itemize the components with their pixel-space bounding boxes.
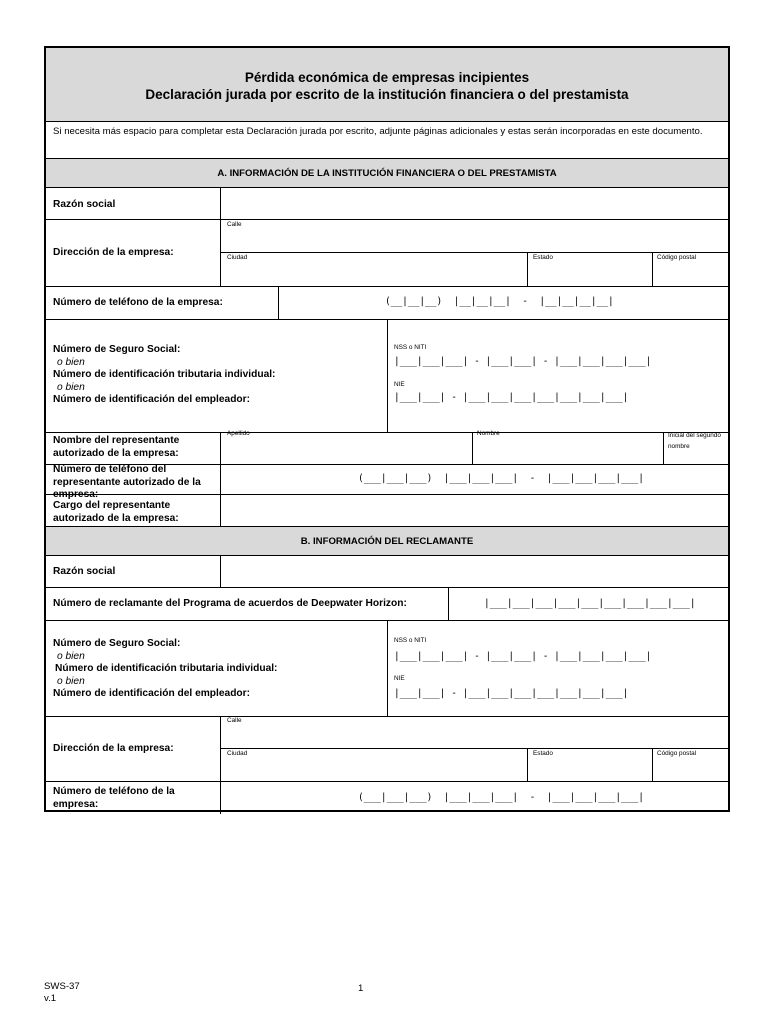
a-zip-caption: Código postal [657,254,697,261]
b-state-caption: Estado [533,750,553,757]
b-phone-label: Número de teléfono de la empresa: [53,786,175,810]
b-business-name-label: Razón social [53,566,116,577]
a-ein-caption: NIE [394,381,405,388]
b-id-labels [53,638,383,701]
b-state-field[interactable] [528,749,652,781]
a-ssn-label: Número de Seguro Social: [53,344,181,355]
a-rep-first-name-field[interactable] [473,433,663,464]
intro-text: Si necesita más espacio para completar esta Declaración jurada por escrito, adjunte páginas adicionales y estas serán incorporadas en este documento. [53,126,703,137]
b-itin-label: Número de identificación tributaria individual: [55,663,278,674]
footer-form-code [44,981,80,1005]
a-ein-field[interactable]: |___|___| - |___|___|___|___|___|___|___| [394,392,629,403]
a-phone-field[interactable]: (__|__|__) |__|__|__| - |__|__|__|__| [385,296,614,307]
form-code: SWS-37 [44,981,80,992]
b-ein-label: Número de identificación del empleador: [53,688,250,699]
a-id-labels [53,344,383,407]
a-rep-phone-label-box [53,464,217,500]
a-ssn-field[interactable]: |___|___|___| - |___|___| - |___|___|___|___| [394,356,652,367]
page-number: 1 [358,983,364,994]
b-claimant-number-label: Número de reclamante del Programa de acuerdos de Deepwater Horizon: [53,598,407,609]
b-claimant-number-field[interactable]: |___|___|___|___|___|___|___|___|___| [484,598,696,609]
b-ssn-caption: NSS o NITI [394,637,427,644]
form-title-line2: Declaración jurada por escrito de la institución financiera o del prestamista [145,87,629,102]
b-or-1: o bien [57,650,85,662]
b-or-2: o bien [57,675,85,687]
b-zip-caption: Código postal [657,750,697,757]
a-street-field[interactable] [221,220,728,252]
b-zip-field[interactable] [653,749,728,781]
a-address-label: Dirección de la empresa: [53,247,174,258]
b-city-field[interactable] [221,749,527,781]
b-ein-caption: NIE [394,675,405,682]
a-zip-field[interactable] [653,253,728,286]
b-city-caption: Ciudad [227,750,248,757]
a-state-field[interactable] [528,253,652,286]
b-ssn-label: Número de Seguro Social: [53,638,181,649]
a-rep-title-field[interactable] [221,495,728,526]
claim-form [44,46,730,812]
b-address-label: Dirección de la empresa: [53,743,174,754]
form-title-line1: Pérdida económica de empresas incipientes [244,70,530,85]
a-rep-name-label: Nombre del representante autorizado de la empresa: [53,435,180,459]
a-first-name-caption: Nombre [477,430,500,437]
form-version: v.1 [44,993,57,1004]
a-ein-label: Número de identificación del empleador: [53,394,250,405]
a-city-field[interactable] [221,253,527,286]
a-rep-phone-label: Número de teléfono del representante autorizado de la empresa: [53,464,201,500]
a-state-caption: Estado [533,254,553,261]
a-rep-phone-field[interactable]: (___|___|___) |___|___|___| - |___|___|___|___| [358,473,644,484]
a-phone-label: Número de teléfono de la empresa: [53,297,223,308]
b-business-name-field[interactable] [221,556,728,587]
a-business-name-label: Razón social [53,199,116,210]
a-business-name-field[interactable] [221,188,728,219]
form-title [46,69,728,103]
a-street-caption: Calle [227,221,242,228]
b-street-field[interactable] [221,717,728,748]
section-a-heading: A. INFORMACIÓN DE LA INSTITUCIÓN FINANCIERA O DEL PRESTAMISTA [217,168,557,179]
a-or-1: o bien [57,356,85,368]
b-street-caption: Calle [227,717,242,724]
b-ein-field[interactable]: |___|___| - |___|___|___|___|___|___|___| [394,688,629,699]
a-rep-last-name-field[interactable] [221,433,472,464]
b-ssn-field[interactable]: |___|___|___| - |___|___| - |___|___|___|___| [394,651,652,662]
a-or-2: o bien [57,381,85,393]
section-b-heading: B. INFORMACIÓN DEL RECLAMANTE [300,536,474,547]
a-itin-label: Número de identificación tributaria individual: [53,369,276,380]
a-city-caption: Ciudad [227,254,248,261]
a-rep-title-label: Cargo del representante autorizado de la empresa: [53,500,179,524]
a-ssn-caption: NSS o NITI [394,344,427,351]
a-middle-initial-caption: Inicial del segundo nombre [668,432,721,450]
b-phone-field[interactable]: (___|___|___) |___|___|___| - |___|___|___|___| [358,792,644,803]
a-last-name-caption: Apellido [227,430,250,437]
